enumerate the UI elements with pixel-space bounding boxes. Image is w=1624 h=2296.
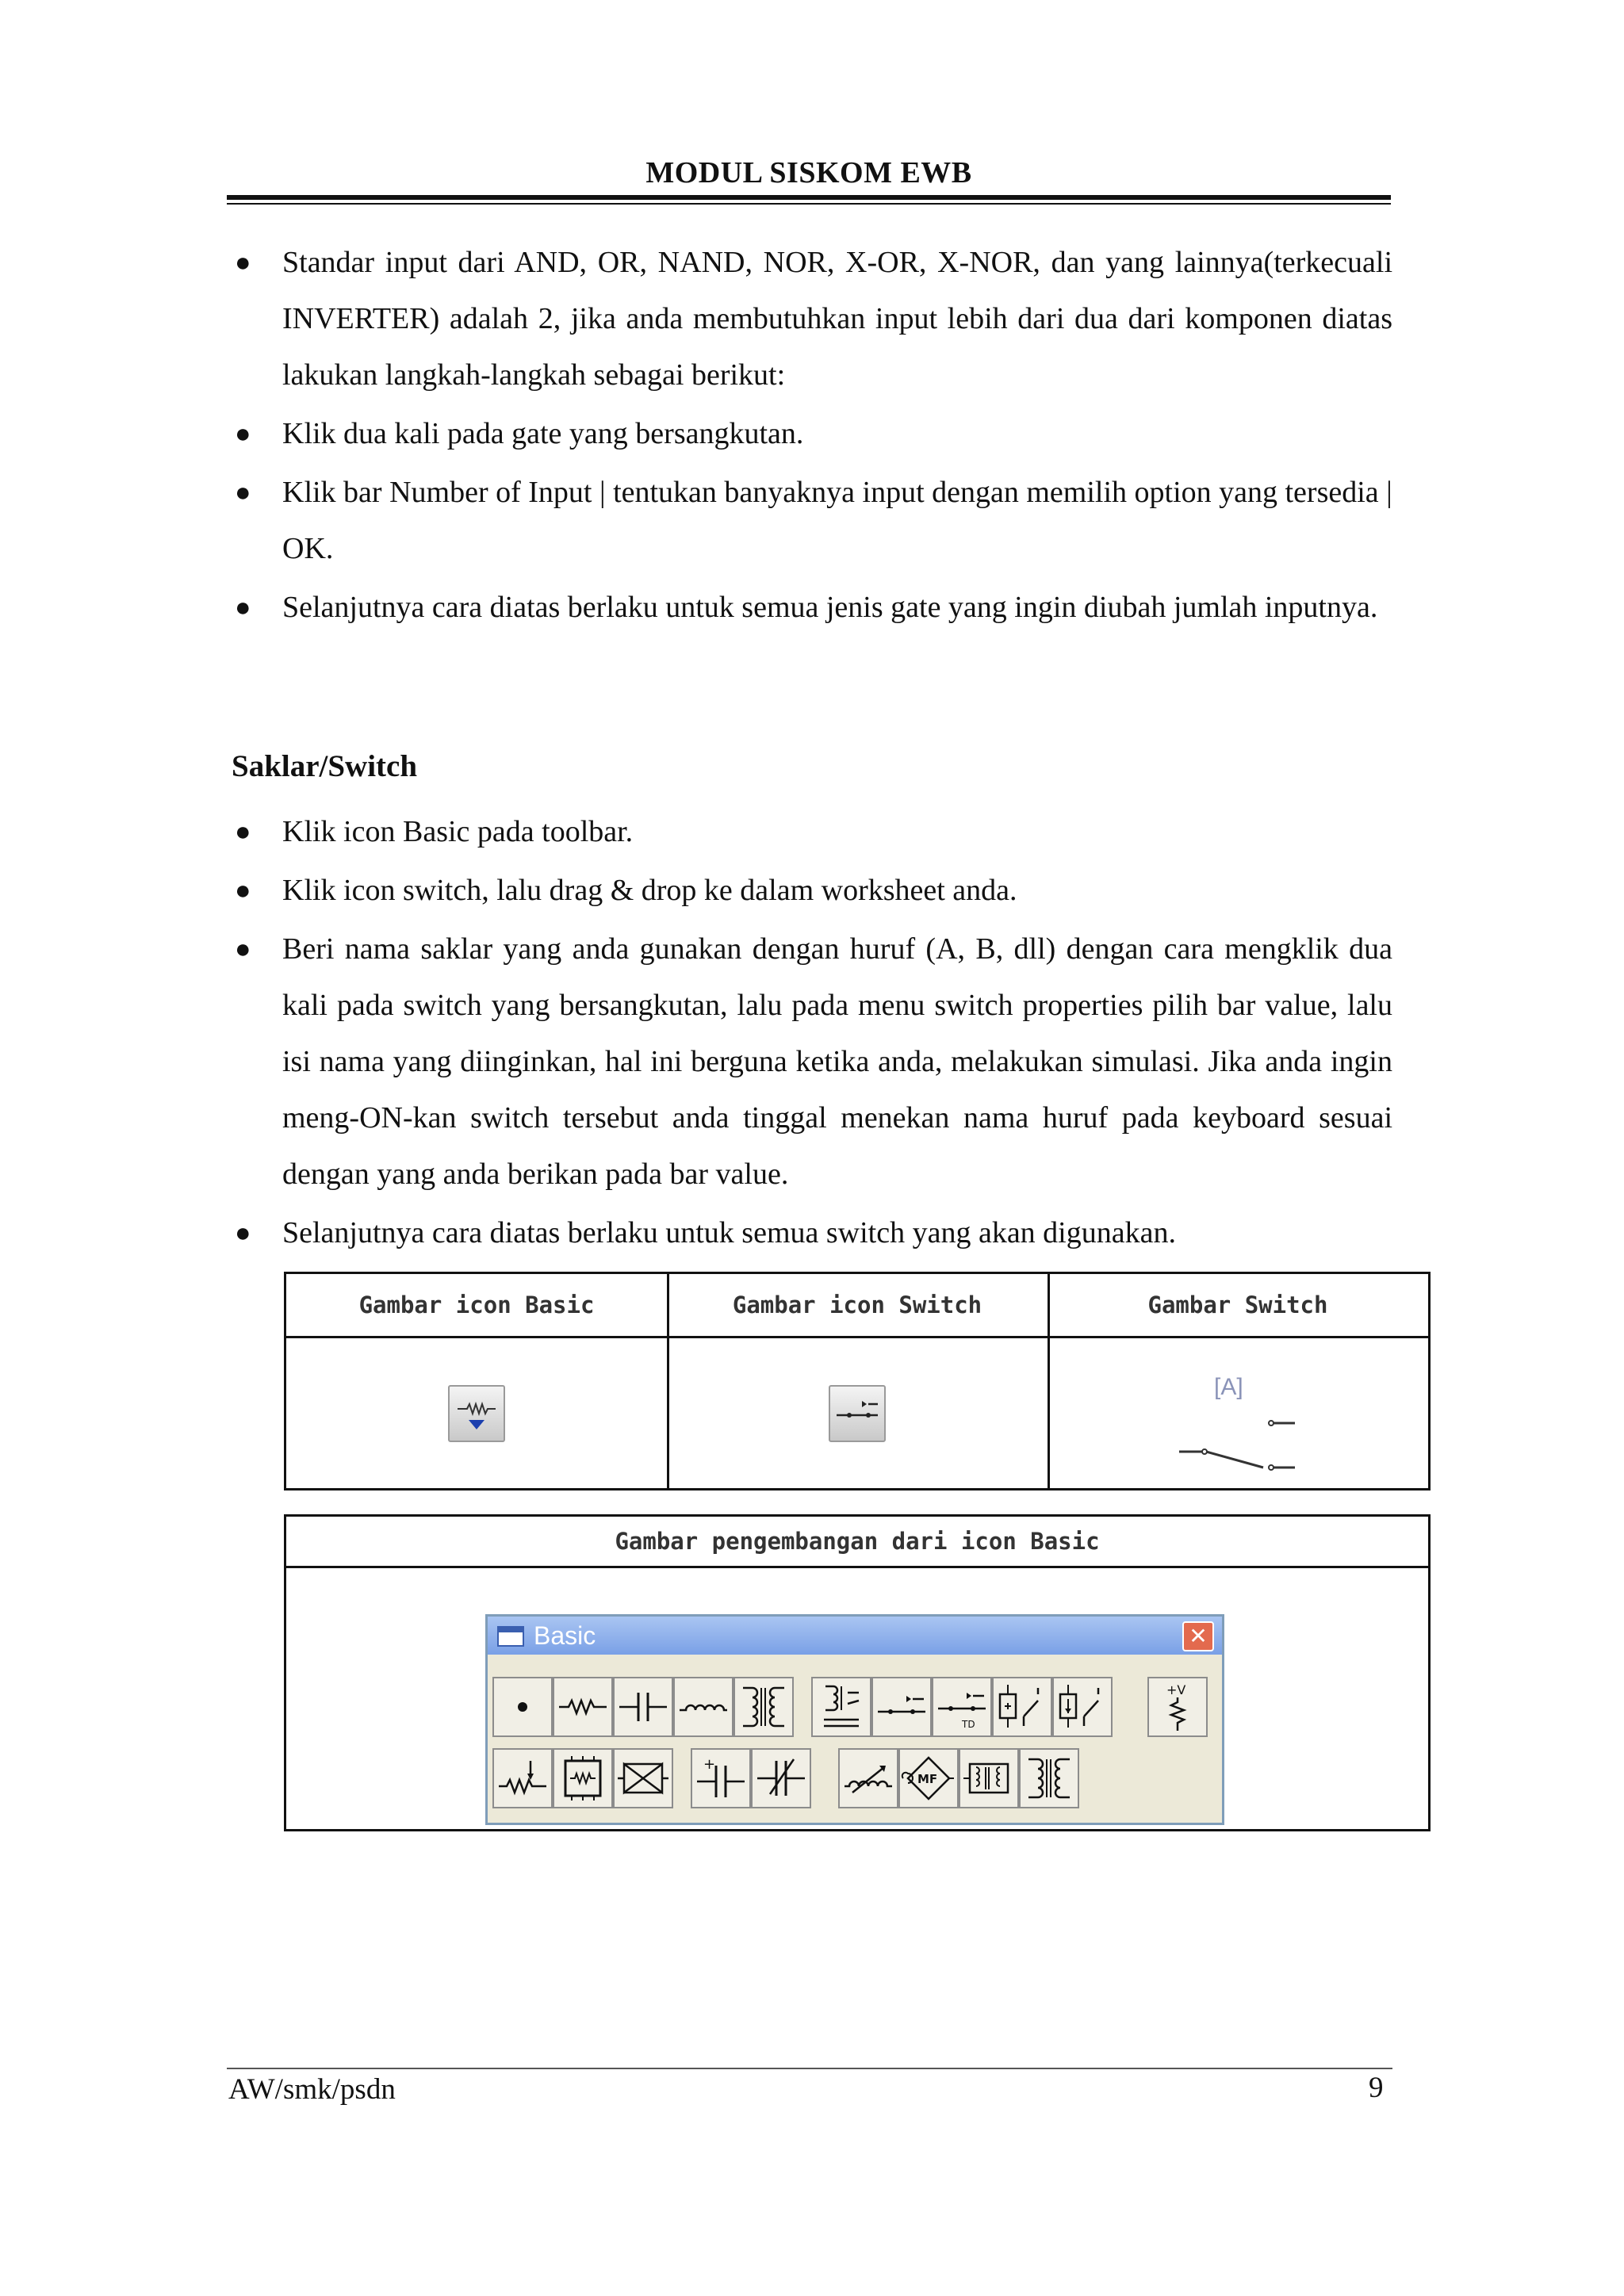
time-delay-switch-icon [933,1678,990,1735]
bullet-icon: ● [235,478,251,507]
page-number: 9 [1369,2072,1384,2104]
list-item: ● Klik icon Basic pada toolbar. [230,804,1392,860]
relay-button[interactable] [811,1677,871,1737]
footer-author: AW/smk/psdn [228,2073,396,2106]
connector-button[interactable] [492,1677,553,1737]
polarized-capacitor-button[interactable] [691,1748,751,1808]
resistor-icon [554,1678,611,1735]
bullet-icon: ● [235,593,251,622]
switch-button[interactable] [871,1677,932,1737]
page-header: MODUL SISKOM EWB [645,156,972,189]
close-button[interactable]: ✕ [1182,1621,1214,1651]
coreless-coil-button[interactable] [959,1748,1019,1808]
switch-icon [830,1387,884,1441]
mf-label: MF [917,1772,938,1786]
transformer-icon [735,1678,792,1735]
list-item: ● Klik bar Number of Input | tentukan banyaknya input dengan memilih option yang tersedia | OK. [230,465,1392,577]
variable-inductor-button[interactable] [838,1748,898,1808]
resistor-pack-icon [554,1750,611,1807]
pull-up-resistor-icon [1149,1678,1206,1735]
resistor-pack-button[interactable] [553,1748,613,1808]
capacitor-button[interactable] [613,1677,673,1737]
basic-window [485,1614,1224,1825]
resistor-button[interactable] [553,1677,613,1737]
footer-rule [227,2068,1392,2069]
bullet-icon: ● [235,419,251,449]
window-icon [497,1626,524,1647]
list-item: ● Klik dua kali pada gate yang bersangkutan. [230,406,1392,462]
connector-icon [494,1678,551,1735]
pull-up-resistor-button[interactable] [1147,1677,1208,1737]
bullet-icon: ● [235,248,251,277]
table-header-cell: Gambar Switch [1147,1292,1328,1318]
voltage-controlled-analog-switch-icon [615,1750,672,1807]
potentiometer-icon [494,1750,551,1807]
nonlinear-transformer-button[interactable] [1019,1748,1079,1808]
bullet-icon: ● [235,876,251,905]
polarized-capacitor-icon [692,1750,749,1807]
transformer-button[interactable] [733,1677,794,1737]
voltage-controlled-switch-button[interactable] [992,1677,1052,1737]
switch-toolbar-button[interactable] [829,1385,886,1442]
coreless-coil-icon [960,1750,1017,1807]
list-item: ● Standar input dari AND, OR, NAND, NOR, X-OR, X-NOR, dan yang lainnya(terkecuali INVERTER) adalah 2, jika anda membutuhkan input lebih dari dua dari komponen diatas lakukan langkah-langkah sebagai berikut: [230,235,1392,404]
table-header-cell: Gambar icon Basic [358,1292,595,1318]
variable-capacitor-icon [753,1750,810,1807]
variable-capacitor-button[interactable] [751,1748,811,1808]
inductor-button[interactable] [673,1677,733,1737]
svg-text:+: + [703,1756,716,1773]
section-title: Saklar/Switch [232,749,418,783]
window-titlebar[interactable] [488,1617,1222,1655]
bullet-icon: ● [235,1219,251,1248]
table-header-divider [286,1566,1428,1568]
relay-icon [813,1678,870,1735]
bullet-icon: ● [235,817,251,847]
table-header-cell: Gambar icon Switch [732,1292,982,1318]
switch-symbol-icon [1174,1406,1333,1477]
header-rule-thin [227,203,1391,205]
basic-toolbar-button[interactable] [448,1385,505,1442]
variable-inductor-icon [840,1750,897,1807]
magnetic-core-icon [900,1750,957,1807]
bullet-list-gates [230,235,1392,638]
td-label: TD [962,1719,975,1730]
header-rule [227,195,1391,200]
current-controlled-switch-icon [1054,1678,1111,1735]
v-label: +V [1166,1682,1186,1697]
icon-table [284,1272,1431,1490]
list-item: ● Klik icon switch, lalu drag & drop ke dalam worksheet anda. [230,863,1392,919]
basic-icon [450,1387,504,1441]
potentiometer-button[interactable] [492,1748,553,1808]
magnetic-core-button[interactable] [898,1748,959,1808]
table-header-divider [286,1336,1428,1338]
voltage-controlled-switch-icon [994,1678,1051,1735]
table-header-cell: Gambar pengembangan dari icon Basic [615,1528,1100,1555]
time-delay-switch-button[interactable] [932,1677,992,1737]
bullet-icon: ● [235,935,251,964]
list-item: ● Beri nama saklar yang anda gunakan dengan huruf (A, B, dll) dengan cara mengklik dua kali pada switch yang bersangkutan, lalu pada menu switch properties pilih bar value, lalu isi nama yang diinginkan, hal ini berguna ketika anda, melakukan simulasi. Jika anda ingin meng-ON-kan switch tersebut anda tinggal menekan nama huruf pada keyboard sesuai dengan yang anda berikan pada bar value. [230,921,1392,1203]
bullet-list-switch [230,804,1392,1264]
switch-icon [873,1678,930,1735]
current-controlled-switch-button[interactable] [1052,1677,1113,1737]
switch-label: [A] [1214,1374,1243,1400]
voltage-controlled-analog-switch-button[interactable] [613,1748,673,1808]
capacitor-icon [615,1678,672,1735]
list-item: ● Selanjutnya cara diatas berlaku untuk semua jenis gate yang ingin diubah jumlah inputnya. [230,580,1392,636]
list-item: ● Selanjutnya cara diatas berlaku untuk semua switch yang akan digunakan. [230,1205,1392,1261]
nonlinear-transformer-icon [1021,1750,1078,1807]
window-title: Basic [534,1621,596,1650]
inductor-icon [675,1678,732,1735]
